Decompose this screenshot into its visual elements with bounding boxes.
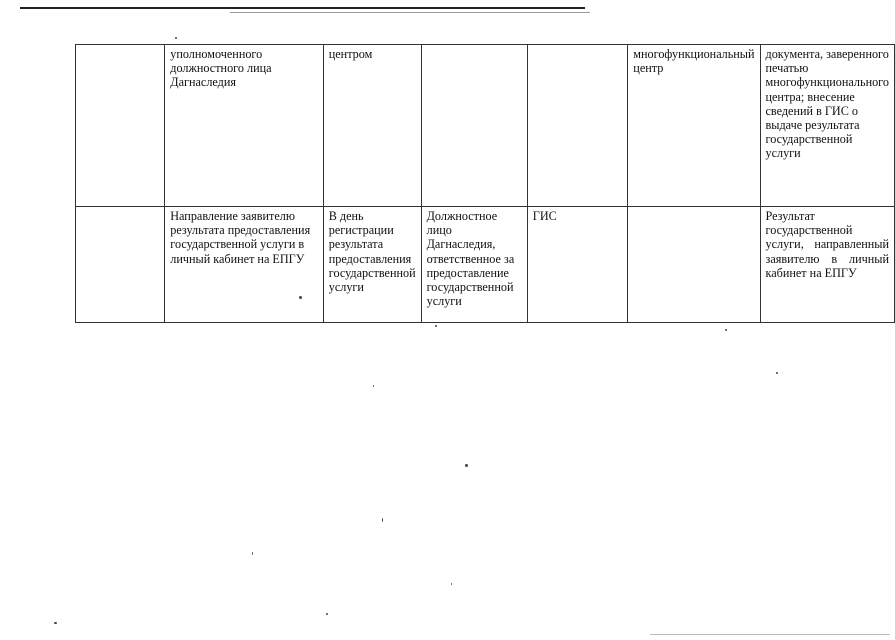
table-cell: Результат государственной услуги, направленный заявителю в личный кабинет на ЕПГУ <box>760 207 895 323</box>
page-top-rule-thin <box>230 12 590 13</box>
table-cell: многофункционaльный центр <box>628 45 760 207</box>
table-cell: центром <box>323 45 421 207</box>
scan-speck <box>54 622 57 624</box>
table-cell <box>76 45 165 207</box>
table-cell: ГИС <box>527 207 628 323</box>
scan-speck <box>175 37 177 39</box>
scan-speck <box>326 613 328 615</box>
procedure-table <box>75 44 895 323</box>
table-cell: В день регистрации результата предоставления государственной услуги <box>323 207 421 323</box>
scan-speck <box>299 296 302 299</box>
table-cell <box>527 45 628 207</box>
scan-speck <box>776 372 778 374</box>
scan-speck <box>465 464 468 467</box>
table-cell <box>421 45 527 207</box>
table-row <box>76 45 895 207</box>
table-cell: Направление заявителю результата предоставления государственной услуги в личный кабинет на ЕПГУ <box>165 207 324 323</box>
scan-speck <box>451 583 452 585</box>
table-cell: документа, заверенного печатью многофункционального центра; внесение сведений в ГИС о выдаче результата государственной услуги <box>760 45 895 207</box>
scan-speck <box>373 385 374 387</box>
table-cell: уполномоченного должностного лица Дагнаследия <box>165 45 324 207</box>
table-row <box>76 207 895 323</box>
scan-speck <box>382 518 383 522</box>
scan-speck <box>725 329 727 331</box>
table-cell: Должностное лицо Дагнаследия, ответственное за предоставление государственной услуги <box>421 207 527 323</box>
page-bottom-rule <box>650 634 890 635</box>
table-cell <box>628 207 760 323</box>
page-top-rule <box>20 7 585 9</box>
scan-speck <box>435 325 437 327</box>
scan-speck <box>252 552 253 555</box>
table-cell <box>76 207 165 323</box>
